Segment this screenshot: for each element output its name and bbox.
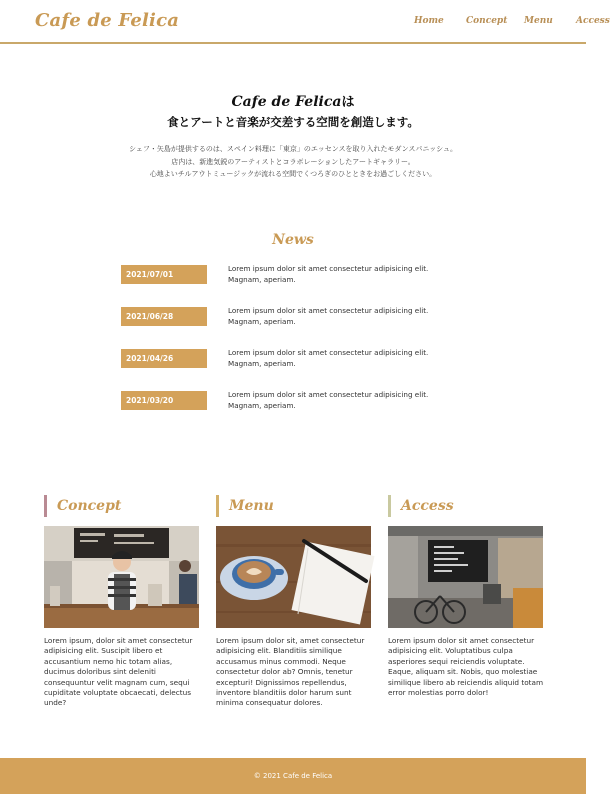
site-header [0, 0, 610, 44]
hero-title [0, 92, 586, 113]
hero-subtitle: 食とアートと音楽が交差する空間を創造します。 [167, 115, 419, 129]
news-heading: News [272, 232, 314, 248]
hero-desc-line: 心地よいチルアウトミュージックが流れる空間でくつろぎのひとときをお過ごしください。 [149, 170, 437, 178]
hero-desc-line: シェフ・矢島が提供するのは、スペイン料理に「東京」のエッセンスを取り入れたモダンスパニッシュ。 [129, 145, 457, 153]
news-item[interactable] [121, 307, 461, 343]
news-text: Lorem ipsum dolor sit amet consectetur adipisicing elit. Magnam, aperiam. [228, 348, 429, 368]
concept-section [44, 495, 199, 708]
copyright: © 2021 Cafe de Felica [253, 772, 333, 780]
main-nav [326, 16, 610, 30]
site-logo[interactable]: Cafe de Felica [35, 10, 180, 31]
site-footer [0, 758, 586, 794]
news-item[interactable] [121, 349, 461, 385]
hero-desc-line: 店内は、新進気鋭のアーティストとコラボレーションしたアートギャラリー。 [171, 157, 415, 166]
menu-heading[interactable]: Menu [216, 495, 371, 517]
news-date: 2021/04/26 [121, 349, 207, 368]
news-date: 2021/06/28 [121, 307, 207, 326]
concept-heading[interactable]: Concept [44, 495, 199, 517]
access-heading[interactable]: Access [388, 495, 543, 517]
menu-section [216, 495, 371, 708]
nav-menu[interactable]: Menu [524, 16, 553, 26]
concept-photo [44, 526, 199, 628]
hero-description [0, 143, 586, 181]
news-text: Lorem ipsum dolor sit amet consectetur adipisicing elit. Magnam, aperiam. [228, 264, 429, 284]
access-text: Lorem ipsum dolor sit amet consectetur adipisicing elit. Voluptatibus culpa asperiores sequi reiciendis voluptate. Eaque, aliquam sit. Nobis, quo molestiae similique libero ab reiciendis aliquid totam error molestias porro dolor! [388, 636, 544, 698]
news-text: Lorem ipsum dolor sit amet consectetur adipisicing elit. Magnam, aperiam. [228, 306, 429, 326]
menu-photo [216, 526, 371, 628]
menu-text: Lorem ipsum dolor sit, amet consectetur adipisicing elit. Blanditiis similique accusamus minus commodi. Neque consectetur dolor ab? Omnis, tenetur excepturi! Dignissimos repellendus, inventore blanditiis dolor harum sunt minima consequatur dolores. [216, 636, 365, 708]
news-date: 2021/07/01 [121, 265, 207, 284]
news-item[interactable] [121, 391, 461, 427]
concept-text: Lorem ipsum, dolor sit amet consectetur adipisicing elit. Suscipit libero et accusantium nemo hic totam alias, ducimus doloribus sint deleniti consequuntur velit magnam cum, sequi cupiditate voluptate obcaecati, delectus unde? [44, 636, 193, 708]
news-item[interactable] [121, 265, 461, 301]
news-date: 2021/03/20 [121, 391, 207, 410]
nav-access[interactable]: Access [576, 16, 610, 26]
access-photo [388, 526, 543, 628]
news-text: Lorem ipsum dolor sit amet consectetur adipisicing elit. Magnam, aperiam. [228, 390, 429, 410]
access-section [388, 495, 544, 698]
hero-title-suffix: は [341, 95, 355, 110]
nav-concept[interactable]: Concept [466, 16, 508, 26]
nav-home[interactable]: Home [414, 16, 444, 26]
hero-brand: Cafe de Felica [231, 94, 342, 110]
